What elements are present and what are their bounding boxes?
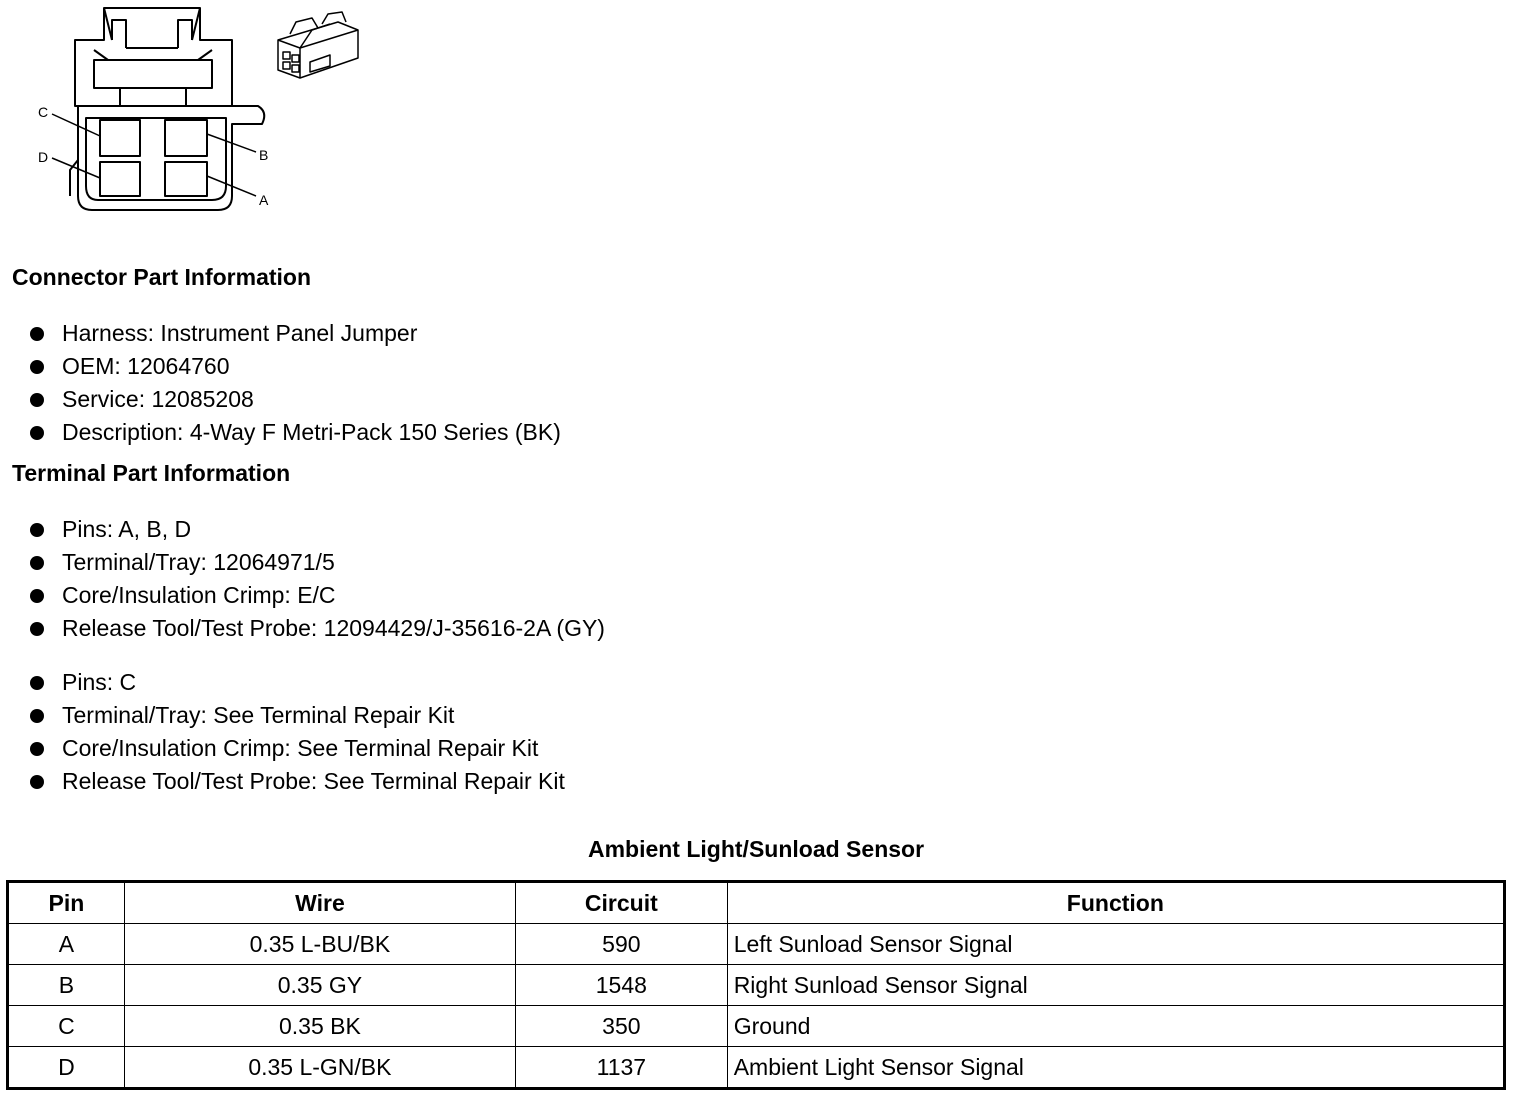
table-title: Ambient Light/Sunload Sensor xyxy=(587,836,925,862)
list-item: Terminal/Tray: See Terminal Repair Kit xyxy=(28,699,565,732)
connector-part-info-list xyxy=(28,317,561,449)
cell-function: Left Sunload Sensor Signal xyxy=(727,924,1504,965)
table-row xyxy=(8,965,1505,1006)
bullet-icon xyxy=(30,523,44,537)
cell-circuit: 1548 xyxy=(516,965,728,1006)
list-item: Core/Insulation Crimp: See Terminal Repair Kit xyxy=(28,732,565,765)
bullet-icon xyxy=(30,775,44,789)
list-item: Pins: C xyxy=(28,666,565,699)
cell-function: Right Sunload Sensor Signal xyxy=(727,965,1504,1006)
table-header-row xyxy=(8,882,1505,924)
header-pin: Pin xyxy=(8,882,125,924)
bullet-icon xyxy=(30,589,44,603)
cell-function: Ambient Light Sensor Signal xyxy=(727,1047,1504,1089)
list-item: Service: 12085208 xyxy=(28,383,561,416)
table-row xyxy=(8,1006,1505,1047)
terminal-group-1-list xyxy=(28,513,605,645)
bullet-icon xyxy=(30,426,44,440)
cell-circuit: 1137 xyxy=(516,1047,728,1089)
cell-function: Ground xyxy=(727,1006,1504,1047)
pin-table xyxy=(6,880,1506,1090)
bullet-icon xyxy=(30,622,44,636)
cell-pin: A xyxy=(8,924,125,965)
connector-diagram xyxy=(0,0,380,230)
cell-circuit: 350 xyxy=(516,1006,728,1047)
header-function: Function xyxy=(727,882,1504,924)
bullet-icon xyxy=(30,393,44,407)
cell-wire: 0.35 BK xyxy=(124,1006,515,1047)
cell-pin: C xyxy=(8,1006,125,1047)
cell-pin: B xyxy=(8,965,125,1006)
table-row xyxy=(8,924,1505,965)
pin-label-d: D xyxy=(38,149,49,165)
bullet-icon xyxy=(30,327,44,341)
cell-wire: 0.35 L-BU/BK xyxy=(124,924,515,965)
list-item: Pins: A, B, D xyxy=(28,513,605,546)
bullet-icon xyxy=(30,676,44,690)
list-item: Description: 4-Way F Metri-Pack 150 Series (BK) xyxy=(28,416,561,449)
table-row xyxy=(8,1047,1505,1089)
cell-circuit: 590 xyxy=(516,924,728,965)
bullet-icon xyxy=(30,709,44,723)
header-wire: Wire xyxy=(124,882,515,924)
cell-wire: 0.35 L-GN/BK xyxy=(124,1047,515,1089)
list-item: OEM: 12064760 xyxy=(28,350,561,383)
terminal-group-2-list xyxy=(28,666,565,798)
cell-pin: D xyxy=(8,1047,125,1089)
header-circuit: Circuit xyxy=(516,882,728,924)
connector-part-info-heading: Connector Part Information xyxy=(12,264,312,290)
bullet-icon xyxy=(30,556,44,570)
terminal-part-info-heading: Terminal Part Information xyxy=(12,460,291,486)
list-item: Terminal/Tray: 12064971/5 xyxy=(28,546,605,579)
bullet-icon xyxy=(30,360,44,374)
cell-wire: 0.35 GY xyxy=(124,965,515,1006)
list-item: Release Tool/Test Probe: 12094429/J-35616-2A (GY) xyxy=(28,612,605,645)
list-item: Release Tool/Test Probe: See Terminal Repair Kit xyxy=(28,765,565,798)
pin-label-a: A xyxy=(259,192,269,208)
list-item: Core/Insulation Crimp: E/C xyxy=(28,579,605,612)
pin-label-b: B xyxy=(259,147,269,163)
list-item: Harness: Instrument Panel Jumper xyxy=(28,317,561,350)
bullet-icon xyxy=(30,742,44,756)
pin-label-c: C xyxy=(38,104,49,120)
connector-iso-icon xyxy=(278,12,358,78)
